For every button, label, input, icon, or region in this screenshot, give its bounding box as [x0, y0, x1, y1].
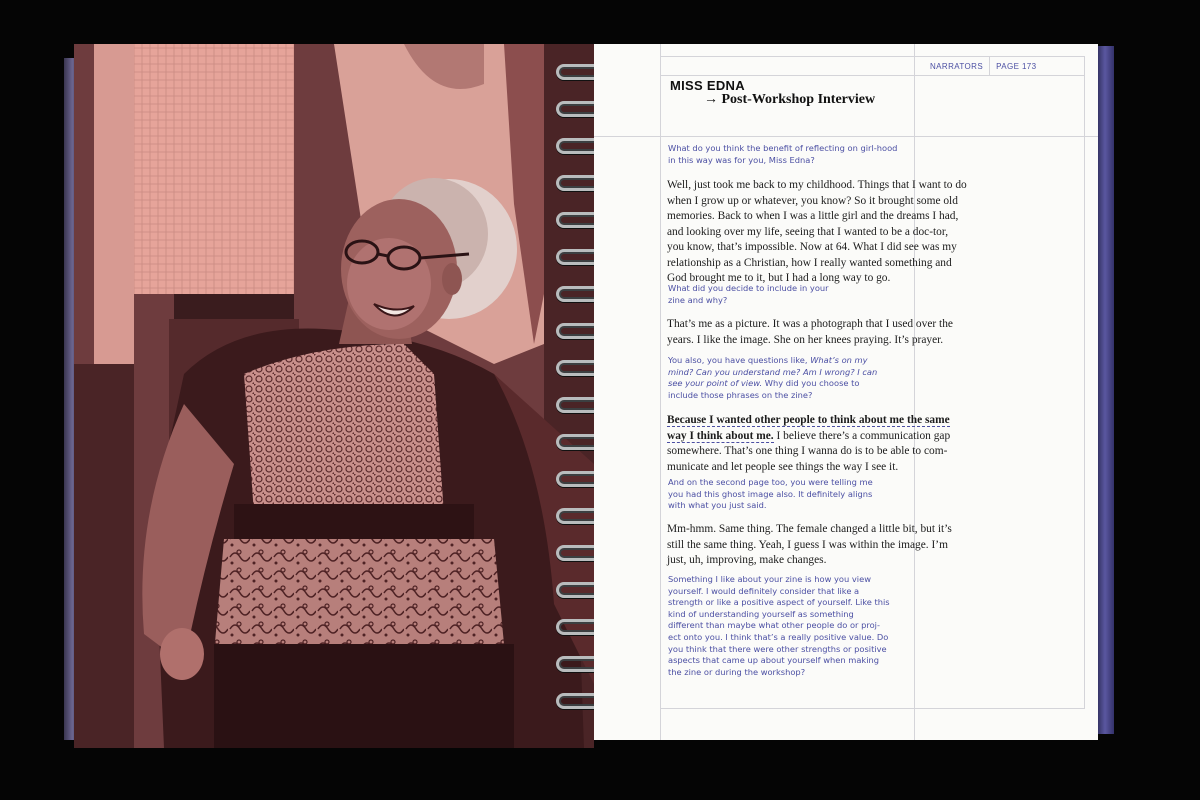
section-title: → Post-Workshop Interview [704, 92, 876, 107]
question-text: Why did you choose to include those phrases on the zine? [668, 378, 860, 400]
grid-line [660, 708, 1085, 709]
interview-question: What did you decide to include in your zine and why? [668, 283, 829, 305]
portrait-photo [74, 44, 594, 748]
page-number: PAGE 173 [996, 61, 1037, 71]
answer-text: I believe there’s a communication gap somewhere. That’s one thing I wanna do is to be able to com-municate and let people see things the way I see it. [667, 429, 951, 473]
interview-answer: Well, just took me back to my childhood. Things that I want to do when I grow up or whatever, you know? So it brought some old memories. Back to when I was a little girl and the dreams I had, and looking over my life, seeing that I wanted to be a doc-tor, you know, that’s impossible. Now at 64. What I did see was my relationship as a Christian, how I really wanted something and God brought me to it, but I had a long way to go. [667, 179, 967, 284]
photo-page [74, 44, 594, 748]
running-head [924, 57, 1084, 75]
question-text: You also, you have questions like, [668, 355, 811, 365]
book-edge-right [1096, 46, 1114, 734]
grid-line [914, 44, 915, 740]
interview-question [668, 355, 890, 401]
narrator-name: MISS EDNA [670, 78, 745, 93]
question-italic-text: What’s on my mind? Can you understand me? Am I wrong? I can see your point of view. [668, 355, 878, 389]
interview-question: Something I like about your zine is how you view yourself. I would definitely consider that like a strength or like a positive aspect of yourself. Like this kind of understanding yourself as something different than maybe what other people do or proj-ect onto you. I think that’s a really positive value. Do you think that there were other strengths or positive aspects that came up about yourself when making the zine or during the workshop? [668, 574, 890, 677]
grid-line [660, 44, 661, 740]
grid-line [1084, 56, 1085, 708]
grid-line [660, 75, 1085, 76]
interview-question: And on the second page too, you were telling me you had this ghost image also. It definitely aligns with what you just said. [668, 477, 873, 511]
grid-line [594, 136, 1098, 137]
section-label: NARRATORS [930, 61, 984, 71]
interview-question: What do you think the benefit of reflecting on girl-hood in this way was for you, Miss Edna? [668, 143, 898, 165]
interview-answer: Mm-hmm. Same thing. The female changed a little bit, but it’s still the same thing. Yeah, I guess I was within the image. I’m just, uh, improving, make changes. [667, 523, 952, 566]
interview-answer [667, 413, 967, 475]
answer-bold-text: Because I wanted other people to think about me the same way I think about me. [667, 414, 950, 442]
text-page [594, 44, 1098, 740]
interview-answer: That’s me as a picture. It was a photograph that I used over the years. I like the image. She on her knees praying. It’s prayer. [667, 318, 953, 346]
